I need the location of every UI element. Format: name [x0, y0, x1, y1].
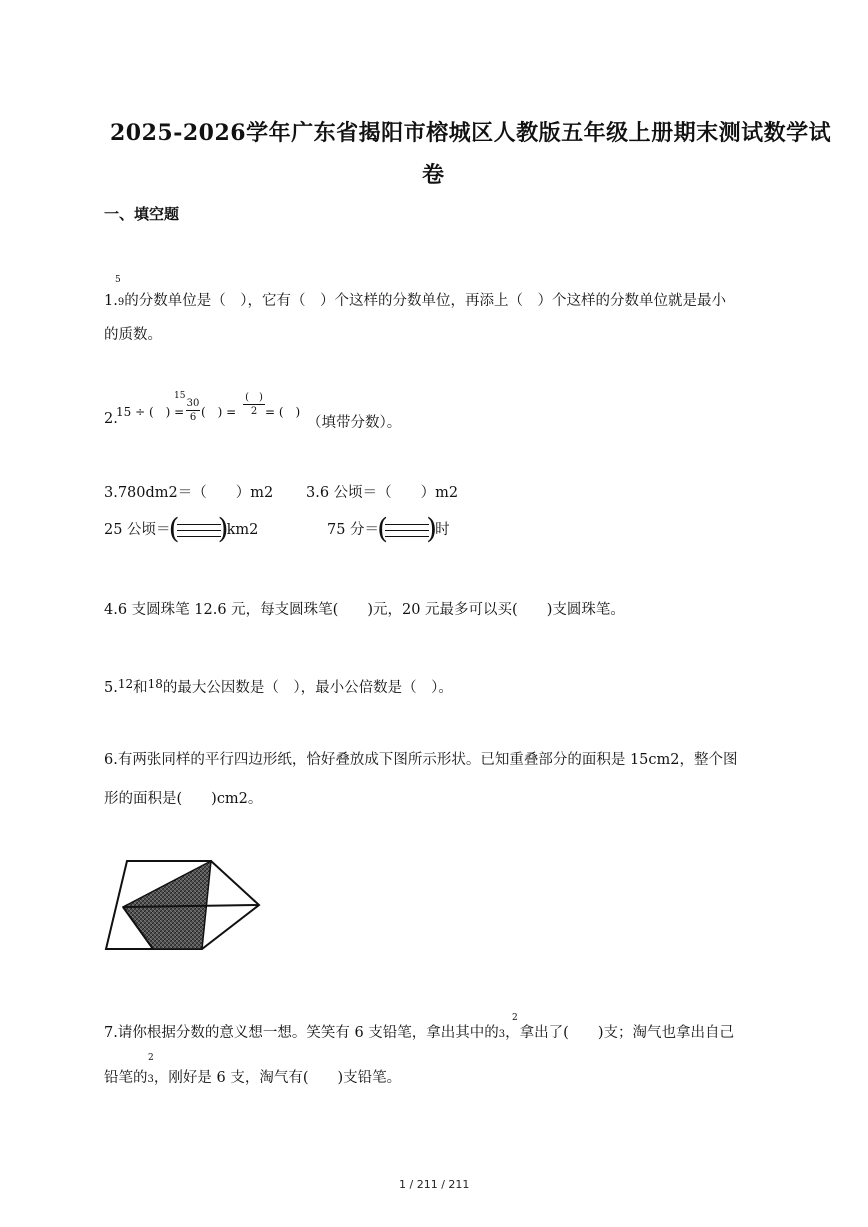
q2-fraction-c-numerator: ( ) — [245, 392, 263, 403]
q3-line1b: 3.6 公顷＝（ ）m2 — [306, 485, 459, 501]
question-5 — [104, 676, 453, 697]
answer-fraction-box[interactable]: ( ) — [377, 512, 438, 545]
q2-fraction-b-numerator: 30 — [186, 398, 200, 409]
q5-and: 和 — [133, 680, 148, 696]
q7-line2a: 铅笔的 — [104, 1070, 148, 1086]
q2-expr-c: = ( ) — [265, 405, 301, 419]
q3-line2a — [104, 512, 259, 545]
q7-fraction2-denominator: 3 — [147, 1074, 154, 1085]
q2-superscript: 15 — [174, 391, 186, 401]
q7-fraction1-denominator: 3 — [498, 1029, 506, 1040]
page-number: 1 / 211 / 211 — [399, 1178, 470, 1191]
q2-fraction-c — [243, 392, 265, 417]
page-title-line2: 卷 — [422, 162, 445, 188]
q2-expr-a: 15 ÷ ( ) = — [116, 405, 185, 419]
q7-fraction1-numerator: 2 — [512, 1013, 518, 1023]
fraction-bar — [243, 404, 265, 405]
q2-fraction-b — [186, 398, 200, 423]
q3-line2b — [327, 512, 450, 545]
section-heading: 一、填空题 — [104, 205, 180, 223]
q5-number-1: 12 — [117, 677, 134, 691]
q5-rest: 的最大公因数是（ ），最小公倍数是（ ）。 — [162, 680, 453, 696]
q7-fraction2-numerator: 2 — [148, 1053, 154, 1063]
q7-line1a: 7.请你根据分数的意义想一想。笑笑有 6 支铅笔，拿出其中的 — [104, 1025, 499, 1041]
fraction-bar — [186, 410, 200, 411]
q2-suffix: （填带分数）。 — [307, 415, 402, 431]
q1-prefix: 1. — [104, 293, 118, 309]
q7-line1b: ，拿出了( )支；淘气也拿出自己 — [505, 1025, 734, 1041]
q1-text-line1: 的分数单位是（ ），它有（ ）个这样的分数单位，再添上（ ）个这样的分数单位就是最小 — [124, 293, 726, 309]
q3-line1a: 3.780dm2＝（ ）m2 — [104, 485, 274, 501]
q5-number-2: 18 — [147, 677, 163, 691]
q3-unit-a: km2 — [226, 522, 259, 538]
q2-expr-b: ( ) = — [201, 405, 237, 419]
answer-fraction-box[interactable]: ( ) — [168, 512, 229, 545]
q1-fraction-numerator: 5 — [115, 275, 121, 285]
q3-line2a-text: 25 公顷＝ — [104, 522, 171, 538]
q1-fraction-denominator: 9 — [117, 297, 125, 308]
q7-line2 — [104, 1066, 401, 1087]
q2-fraction-c-denominator: 2 — [250, 406, 258, 417]
q3-unit-b: 时 — [435, 522, 450, 538]
q6-line2: 形的面积是( )cm2。 — [104, 791, 263, 807]
q5-prefix: 5. — [104, 680, 118, 696]
q7-line1 — [104, 1021, 734, 1042]
q7-line2b: ，刚好是 6 支，淘气有( )支铅笔。 — [153, 1070, 402, 1086]
q2-fraction-b-denominator: 6 — [189, 412, 197, 423]
q1-line2: 的质数。 — [104, 327, 162, 343]
parallelogram-figure — [100, 852, 270, 957]
q3-line2b-text: 75 分＝ — [327, 522, 380, 538]
q1-line1 — [104, 289, 726, 310]
question-4: 4.6 支圆珠笔 12.6 元，每支圆珠笔( )元，20 元最多可以买( )支圆珠笔。 — [104, 602, 625, 618]
page-title-line1: 2025-2026学年广东省揭阳市榕城区人教版五年级上册期末测试数学试 — [110, 120, 832, 146]
q2-prefix: 2. — [104, 411, 118, 427]
q6-line1: 6.有两张同样的平行四边形纸，恰好叠放成下图所示形状。已知重叠部分的面积是 15cm2，整个图 — [104, 752, 738, 768]
